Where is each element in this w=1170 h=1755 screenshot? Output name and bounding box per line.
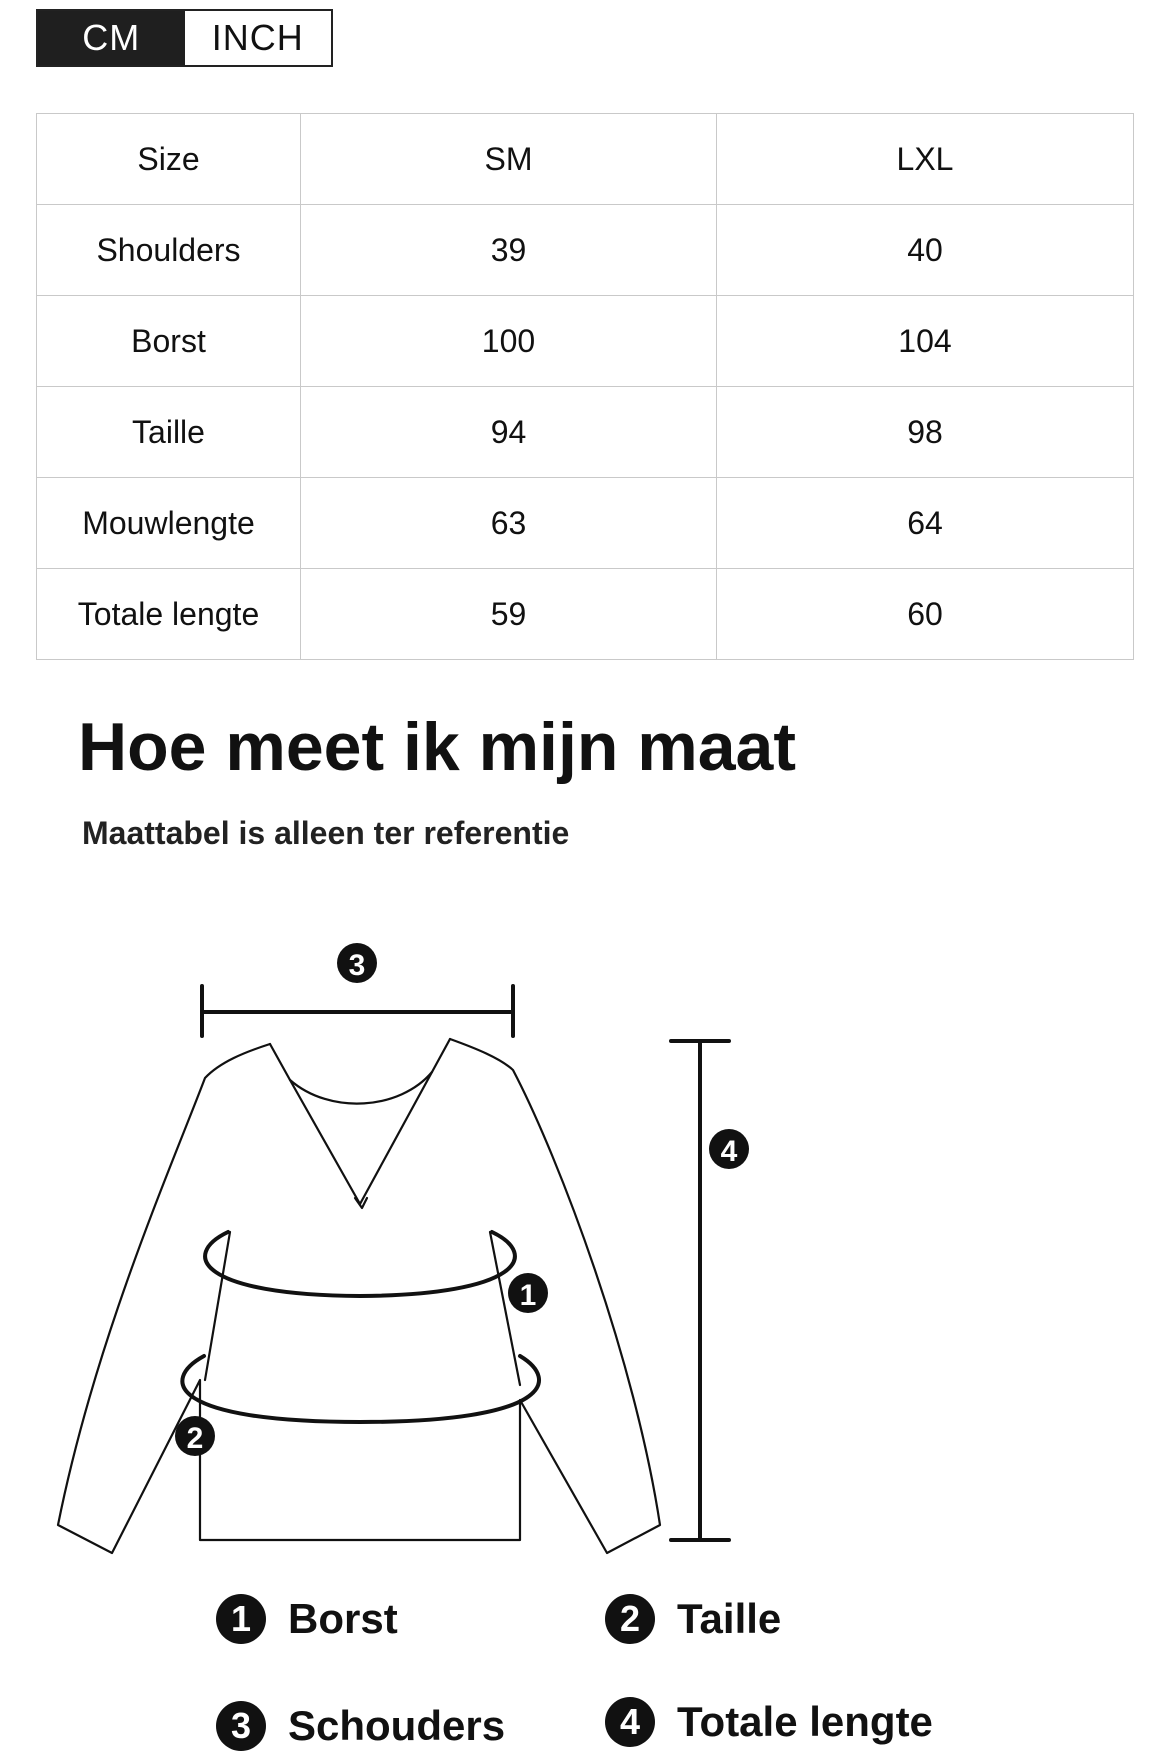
legend-item-schouders [216,1701,505,1751]
legend-label: Totale lengte [677,1698,933,1745]
table-row [37,387,1134,478]
table-cell: 39 [301,205,717,296]
table-row [37,478,1134,569]
waist-measure-line [182,1356,539,1422]
svg-text:1: 1 [519,1279,537,1312]
unit-inch-button[interactable]: INCH [185,11,332,65]
marker-4 [709,1129,749,1169]
svg-text:2: 2 [186,1422,204,1455]
table-row [37,569,1134,660]
marker-1 [508,1273,548,1313]
legend-item-borst [216,1594,398,1644]
table-cell: 104 [717,296,1134,387]
shoulder-measure-line [202,986,513,1036]
table-row [37,205,1134,296]
row-label: Taille [37,387,301,478]
unit-toggle [36,9,333,67]
table-cell: 64 [717,478,1134,569]
legend-label: Borst [288,1595,398,1642]
row-label: Totale lengte [37,569,301,660]
table-cell: 40 [717,205,1134,296]
marker-3 [337,943,377,983]
table-cell: 63 [301,478,717,569]
header-cell-lxl: LXL [717,114,1134,205]
row-label: Mouwlengte [37,478,301,569]
legend-label: Taille [677,1595,782,1642]
legend-number-badge: 3 [216,1701,266,1751]
legend-label: Schouders [288,1702,506,1749]
marker-2 [175,1416,215,1456]
legend-item-totale-lengte [605,1697,933,1747]
table-row [37,296,1134,387]
size-table [36,113,1134,660]
legend-number-badge: 1 [216,1594,266,1644]
table-header-row [37,114,1134,205]
chest-measure-line [205,1232,515,1296]
svg-text:4: 4 [720,1135,738,1168]
guide-subtitle: Maattabel is alleen ter referentie [82,815,570,851]
v-neck-right [360,1072,432,1204]
guide-title: Hoe meet ik mijn maat [78,709,797,785]
svg-text:3: 3 [348,949,366,982]
body-left-line [205,1232,230,1380]
header-cell-sm: SM [301,114,717,205]
legend-number-badge: 2 [605,1594,655,1644]
legend-number-badge: 4 [605,1697,655,1747]
table-cell: 60 [717,569,1134,660]
table-cell: 98 [717,387,1134,478]
row-label: Borst [37,296,301,387]
sweater-measurement-diagram [0,920,1170,1560]
table-cell: 94 [301,387,717,478]
header-cell-size: Size [37,114,301,205]
table-cell: 59 [301,569,717,660]
legend-item-taille [605,1594,781,1644]
row-label: Shoulders [37,205,301,296]
unit-cm-button[interactable]: CM [38,11,185,65]
table-cell: 100 [301,296,717,387]
length-measure-line [671,1041,729,1540]
